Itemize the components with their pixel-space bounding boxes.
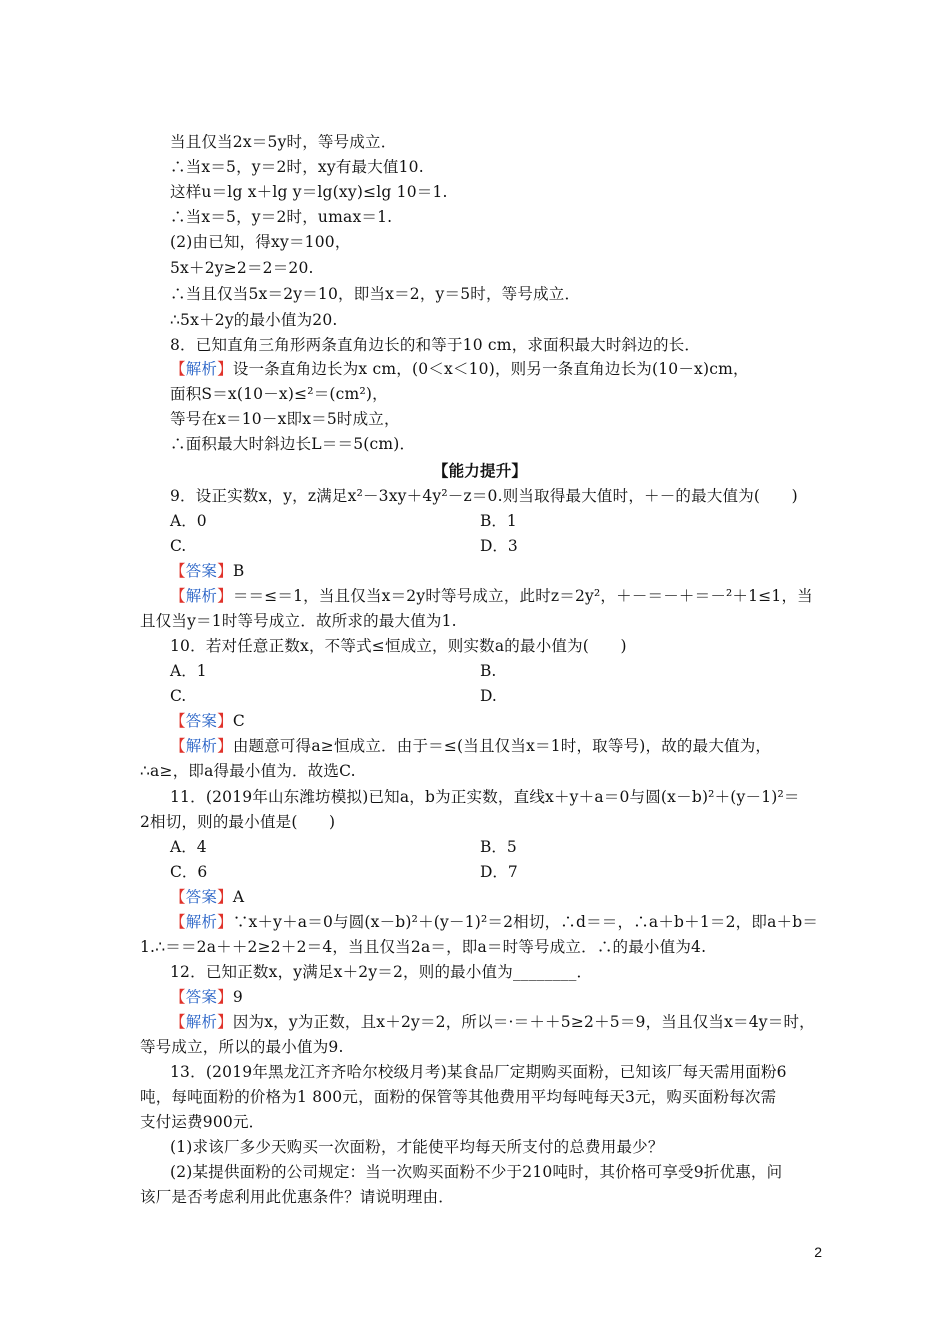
analysis-tag: 【解析】: [170, 737, 233, 755]
page-number: 2: [814, 1244, 822, 1260]
option-a: A．4: [170, 838, 207, 856]
option-a: A．1: [170, 662, 207, 680]
text-line: 且仅当y＝1时等号成立．故所求的最大值为1.: [140, 612, 457, 630]
option-c: C.: [170, 687, 187, 705]
text-line: 1.∴＝＝2a＋＋2≥2＋2＝4，当且仅当2a＝，即a＝时等号成立．∴的最小值为4.: [140, 938, 707, 956]
analysis-tag: 【解析】: [170, 587, 233, 605]
analysis-line: 【解析】因为x，y为正数，且x＋2y＝2，所以＝·＝＋＋5≥2＋5＝9，当且仅当x＝4y＝时，: [170, 1013, 815, 1031]
answer-line: 【答案】B: [170, 562, 245, 580]
text-line: 吨，每吨面粉的价格为1 800元，面粉的保管等其他费用平均每吨每天3元，购买面粉每次需: [140, 1088, 777, 1106]
text-line: 面积S＝x(10－x)≤²＝(cm²)，: [170, 385, 388, 403]
sub-question-2: (2)某提供面粉的公司规定：当一次购买面粉不少于210吨时，其价格可享受9折优惠，问: [170, 1163, 783, 1181]
option-c: C．6: [170, 863, 208, 881]
text-line: 该厂是否考虑利用此优惠条件？请说明理由．: [140, 1188, 455, 1206]
text-line: 等号成立，所以的最小值为9.: [140, 1038, 344, 1056]
answer-line: 【答案】9: [170, 988, 243, 1006]
option-b: B．5: [480, 838, 517, 856]
analysis-line: 【解析】＝＝≤＝1，当且仅当x＝2y时等号成立，此时z＝2y²，＋－＝－＋＝－²＋1≤1，当: [170, 587, 813, 605]
text-line: (2)由已知，得xy＝100，: [170, 233, 351, 251]
option-d: D.: [480, 687, 497, 705]
option-b: B．1: [480, 512, 517, 530]
analysis-line: 【解析】设一条直角边长为x cm，(0＜x＜10)，则另一条直角边长为(10－x)cm，: [170, 360, 749, 378]
analysis-tag: 【解析】: [170, 1013, 233, 1031]
question-13: 13．(2019年黑龙江齐齐哈尔校级月考)某食品厂定期购买面粉，已知该厂每天需用面粉6: [170, 1063, 787, 1081]
analysis-line: 【解析】由题意可得a≥恒成立．由于＝≤(当且仅当x＝1时，取等号)，故的最大值为，: [170, 737, 772, 755]
option-b: B.: [480, 662, 497, 680]
question-11: 11．(2019年山东潍坊模拟)已知a，b为正实数，直线x＋y＋a＝0与圆(x－b)²＋(y－1)²＝: [170, 788, 800, 806]
text-line: 当且仅当2x＝5y时，等号成立．: [170, 133, 397, 151]
section-title: 【能力提升】: [432, 461, 528, 480]
text-line: ∴5x＋2y的最小值为20.: [170, 311, 338, 329]
text-line: 支付运费900元．: [140, 1113, 265, 1131]
text-line: 2相切，则的最小值是( ): [140, 813, 336, 831]
text-line: ∴面积最大时斜边长L＝＝5(cm)．: [170, 435, 416, 453]
text-line: ∴a≥，即a得最小值为．故选C.: [140, 762, 356, 780]
option-c: C.: [170, 537, 187, 555]
analysis-line: 【解析】∵x＋y＋a＝0与圆(x－b)²＋(y－1)²＝2相切，∴d＝＝，∴a＋b＋1＝2，即a＋b＝: [170, 913, 819, 931]
answer-tag: 【答案】: [170, 562, 233, 580]
text-line: ∴当x＝5，y＝2时，xy有最大值10.: [170, 158, 424, 176]
text-line: ∴当x＝5，y＝2时，umax＝1.: [170, 208, 393, 226]
option-d: D．7: [480, 863, 518, 881]
text-line: 等号在x＝10－x即x＝5时成立，: [170, 410, 400, 428]
answer-line: 【答案】C: [170, 712, 245, 730]
question-9: 9．设正实数x，y，z满足x²－3xy＋4y²－z＝0.则当取得最大值时，＋－的最大值为( ): [170, 487, 798, 505]
option-d: D．3: [480, 537, 518, 555]
answer-line: 【答案】A: [170, 888, 245, 906]
question-8: 8．已知直角三角形两条直角边长的和等于10 cm，求面积最大时斜边的长．: [170, 336, 701, 354]
text-line: 这样u＝lg x＋lg y＝lg(xy)≤lg 10＝1.: [170, 183, 448, 201]
question-10: 10．若对任意正数x，不等式≤恒成立，则实数a的最小值为( ): [170, 637, 627, 655]
text-line: ∴当且仅当5x＝2y＝10，即当x＝2，y＝5时，等号成立．: [170, 285, 581, 303]
option-a: A．0: [170, 512, 207, 530]
sub-question-1: (1)求该厂多少天购买一次面粉，才能使平均每天所支付的总费用最少？: [170, 1138, 664, 1156]
answer-tag: 【答案】: [170, 712, 233, 730]
text-line: 5x＋2y≥2＝2＝20.: [170, 259, 314, 277]
question-12: 12．已知正数x，y满足x＋2y＝2，则的最小值为________．: [170, 963, 593, 981]
analysis-tag: 【解析】: [170, 360, 233, 378]
analysis-tag: 【解析】: [170, 913, 233, 931]
answer-tag: 【答案】: [170, 888, 233, 906]
answer-tag: 【答案】: [170, 988, 233, 1006]
